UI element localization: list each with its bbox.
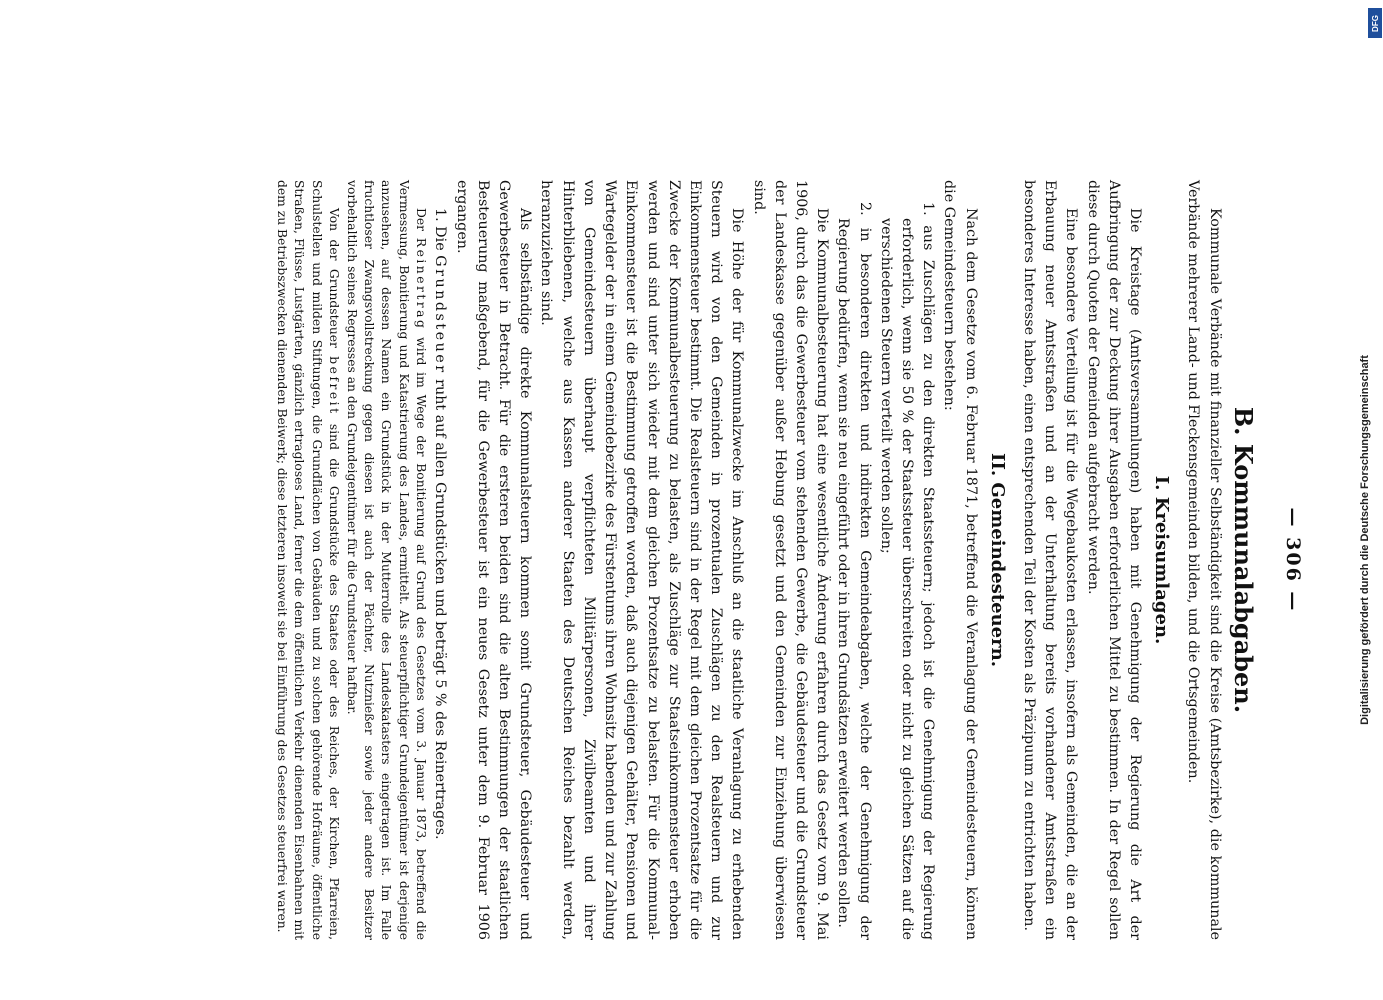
list-item: 1. aus Zuschlägen zu den direkten Staatssteuern; jedoch ist die Genehmigung der Regierung erforderlich, wenn sie 50 % der Staatssteuer überschreiten oder nicht zu gleichen Sätzen auf die verschiedenen Steuern verteilt werden sollen; bbox=[877, 202, 937, 940]
paragraph: Nach dem Gesetze vom 6. Februar 1871, betreffend die Veranlagung der Gemeindesteuern, können die Gemeindesteuern bestehen: bbox=[941, 180, 979, 940]
paragraph: Eine besondere Verteilung ist für die Wegebaukosten erlassen, insofern als Gemeinden, die an der Erbauung neuer Amtsstraßen und an der Unterhaltung bereits vorhandener Amtsstraßen ein besonderes Interesse haben, einen entsprechenden Teil der Kosten als Präzipuum zu entrichten haben. bbox=[1020, 180, 1080, 940]
page-content bbox=[273, 180, 1303, 940]
page-number: — 306 — bbox=[1282, 507, 1304, 613]
page-title: B. Kommunalabgaben. bbox=[1228, 406, 1258, 714]
section-heading-kreisumlagen: I. Kreisumlagen. bbox=[1151, 475, 1173, 645]
section-heading-gemeindesteuern: II. Gemeindesteuern. bbox=[986, 453, 1008, 667]
small-paragraph: Von der Grundsteuer befreit sind die Grundstücke des Staates oder des Reiches, der Kirchen, Pfarreien, Schulstellen und milden Stiftungen, die Grundflächen von Gebäuden und zu solchen gehörende Hofräume, öffentliche Straßen, Flüsse, Lustgärten, gänzlich ertragloses Land, ferner die dem öffentlichen Verkehr dienenden Eisenbahnen mit dem zu Betriebszwecken dienenden Beiwerk; diese letzteren insoweit sie bei Einführung des Gesetzes steuerfrei waren. bbox=[275, 180, 342, 940]
emphasis: Grundsteuer bbox=[432, 255, 449, 375]
dfg-logo-icon: DFG bbox=[1368, 8, 1382, 38]
emphasis: Reinertrag bbox=[414, 237, 429, 331]
intro-paragraph: Kommunale Verbände mit finanzieller Selbständigkeit sind die Kreise (Amtsbezirke), die kommunale Verbände mehrerer Land- und Fleckensgemeinden bilden, und die Ortsgemeinden. bbox=[1185, 180, 1223, 940]
list-item-grundsteuer: 1. Die Grundsteuer ruht auf allen Grundstücken und beträgt 5 % des Reinertrages. bbox=[432, 208, 449, 840]
paragraph: Die Kreistage (Amtsversammlungen) haben mit Genehmigung der Regierung die Art der Aufbringung der zur Deckung ihrer Ausgaben erforderlichen Mittel zu bestimmen. In der Regel sollen diese durch Quoten der Gemeinden aufgebracht werden. bbox=[1084, 180, 1143, 940]
paragraph: Die Höhe der für Kommunalzwecke im Anschluß an die staatliche Veranlagung zu erhebenden Steuern wird von den Gemeinden in prozentualen Zuschlägen zu den Realsteuern und zur Einkommensteuer bestimmt. Die Realsteuern sind in der Regel mit dem gleichen Prozentsatze für die Zwecke der Kommunalbesteuerung zu belasten, als Zuschläge zur Staatseinkommensteuer erhoben werden und sind unter sich wieder mit dem gleichen Prozentsatze zu belasten. Für die Kommunal-Einkommensteuer ist die Bestimmung getroffen worden, daß auch diejenigen Gehälter, Pensionen und Wartegelder der in einem Gemeindebezirke des Fürstentums ihren Wohnsitz habenden und zur Zahlung von Gemeindesteuern überhaupt verpflichteten Militärpersonen, Zivilbeamten und ihrer Hinterbliebenen, welche aus Kassen anderer Staaten des Deutschen Reiches bezahlt werden, heranzuziehen sind. bbox=[538, 180, 746, 940]
emphasis: befreit bbox=[327, 356, 342, 416]
digitization-credit: Digitalisierung gefördert durch die Deutsche Forschungsgemeinschaft bbox=[1359, 355, 1371, 725]
paragraph: Als selbständige direkte Kommunalsteuern kommen somit Grundsteuer, Gebäudesteuer und Gewerbesteuer in Betracht. Für die ersteren beiden sind die alten Bestimmungen der staatlichen Besteuerung maßgebend, für die Gewerbesteuer ist ein neues Gesetz unter dem 9. Februar 1906 ergangen. bbox=[453, 180, 534, 940]
paragraph: Die Kommunalbesteuerung hat eine wesentliche Änderung erfahren durch das Gesetz vom 9. Mai 1906, durch das die Gewerbesteuer vom stehenden Gewerbe, die Gebäudesteuer und die Grundsteuer der Landeskasse gegenüber außer Hebung gesetzt und den Gemeinden zur Einziehung überwiesen sind. bbox=[750, 180, 831, 940]
list-item: 2. in besonderen direkten und indirekten Gemeindeabgaben, welche der Genehmigung der Regierung bedürfen, wenn sie neu eingeführt oder in ihren Grundsätzen erweitert werden sollen. bbox=[835, 202, 873, 940]
small-paragraph: Der Reinertrag wird im Wege der Bonitierung auf Grund des Gesetzes vom 3. Januar 1873, betreffend die Vermessung, Bonitierung und Katastrierung des Landes, ermittelt. Als steuerpflichtiger Grundeigentümer ist derjenige anzusehen, auf dessen Namen ein Grundstück in der Mutterrolle des Landeskatasters eingetragen ist. Im Falle fruchtloser Zwangsvollstreckung gegen diesen ist auch der Pächter, Nutznießer sowie jeder andere Besitzer vorbehaltlich seines Regresses an den Grundeigentümer für die Grundsteuer haftbar. bbox=[344, 180, 429, 940]
